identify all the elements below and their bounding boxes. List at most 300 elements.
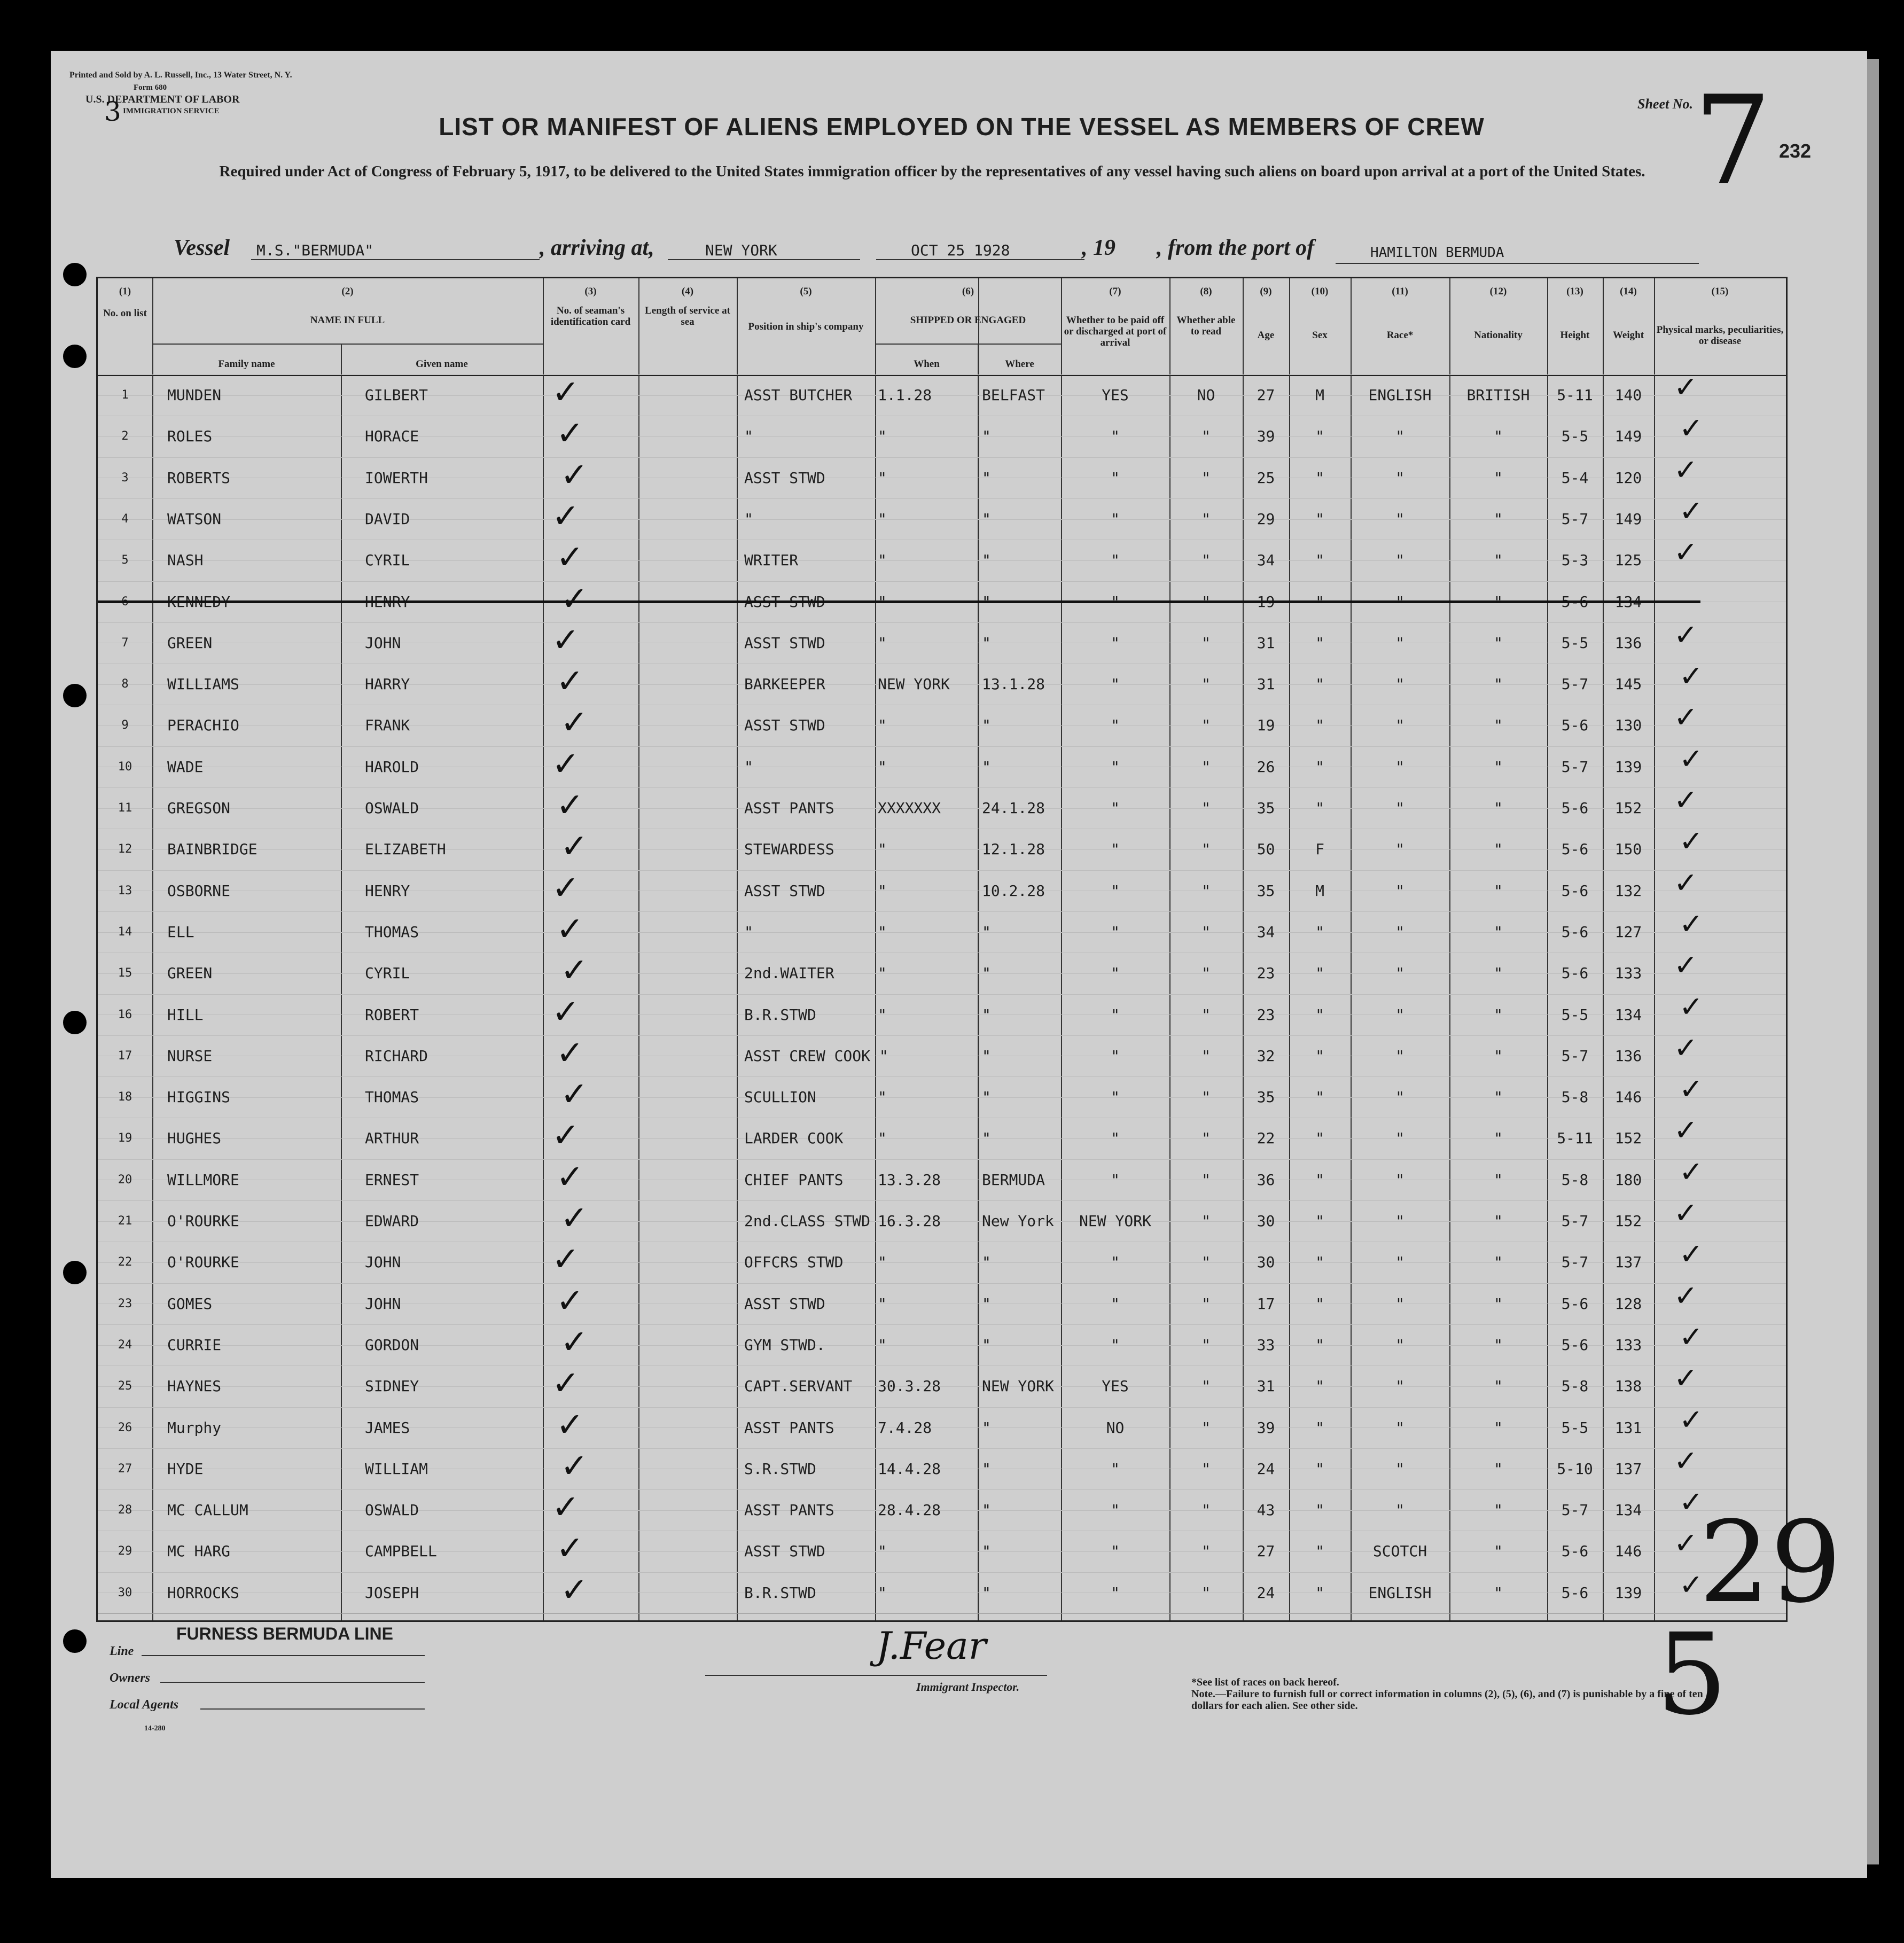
ledger-line — [98, 622, 1786, 623]
owners-underline — [160, 1682, 425, 1683]
cell-weight: 134 — [1614, 1005, 1642, 1024]
cell-paid: " — [1111, 1501, 1120, 1519]
ledger-line — [98, 1324, 1786, 1325]
col-physical-header: Physical marks, peculiarities, or disease — [1656, 324, 1784, 347]
cell-sex: " — [1315, 1460, 1324, 1478]
cell-weight: 152 — [1614, 1129, 1642, 1148]
cell-position: GYM STWD. — [744, 1336, 825, 1354]
cell-race: " — [1395, 1171, 1404, 1189]
cell-weight: 140 — [1614, 386, 1642, 404]
cell-race: " — [1395, 840, 1404, 859]
cell-height: 5-10 — [1557, 1460, 1593, 1478]
ledger-line — [98, 911, 1786, 912]
id-card-check-mark: ✓ — [556, 1281, 584, 1320]
cell-given: THOMAS — [365, 1088, 419, 1106]
cell-position: ASST CREW COOK " — [744, 1047, 888, 1065]
cell-where: " — [982, 1583, 991, 1602]
cell-given: JOSEPH — [365, 1583, 419, 1602]
cell-family: O'ROURKE — [167, 1212, 239, 1230]
cell-nat: " — [1494, 510, 1503, 528]
cell-family: HILL — [167, 1005, 204, 1024]
cell-age: 32 — [1257, 1047, 1275, 1065]
cell-family: O'ROURKE — [167, 1253, 239, 1271]
cell-when: 1.1.28 — [878, 386, 932, 404]
cell-read: " — [1201, 840, 1211, 859]
ledger-line — [98, 581, 1786, 582]
col-shipped-number: (6) — [962, 286, 974, 297]
cell-race: " — [1395, 716, 1404, 735]
cell-race: SCOTCH — [1372, 1542, 1427, 1560]
cell-nat: " — [1494, 1129, 1503, 1148]
cell-age: 24 — [1257, 1583, 1275, 1602]
cell-age: 50 — [1257, 840, 1275, 859]
cell-family: NASH — [167, 551, 204, 569]
cell-sex: " — [1315, 551, 1324, 569]
arriving-label: , arriving at, — [540, 236, 654, 260]
cell-age: 17 — [1257, 1294, 1275, 1313]
cell-race: ENGLISH — [1368, 1583, 1432, 1602]
cell-age: 19 — [1257, 592, 1275, 611]
ledger-line — [98, 498, 1786, 499]
physical-check-mark: ✓ — [1674, 783, 1698, 817]
cell-height: 5-11 — [1557, 386, 1593, 404]
cell-no: 2 — [121, 430, 129, 443]
cell-nat: " — [1494, 1377, 1503, 1395]
cell-where: " — [982, 1542, 991, 1560]
ledger-line — [98, 1572, 1786, 1573]
cell-given: JAMES — [365, 1418, 410, 1437]
cell-where: " — [982, 758, 991, 776]
id-card-check-mark: ✓ — [552, 1115, 580, 1155]
cell-where: 13.1.28 — [982, 675, 1045, 693]
cell-age: 31 — [1257, 634, 1275, 652]
cell-position: " — [744, 510, 753, 528]
cell-when: " — [878, 510, 887, 528]
cell-position: OFFCRS STWD — [744, 1253, 844, 1271]
id-card-check-mark: ✓ — [552, 1487, 580, 1527]
cell-nat: " — [1494, 592, 1503, 611]
cell-family: Murphy — [167, 1418, 222, 1437]
cell-no: 19 — [118, 1132, 132, 1145]
cell-age: 39 — [1257, 427, 1275, 446]
cell-age: 35 — [1257, 799, 1275, 817]
physical-check-mark: ✓ — [1679, 907, 1704, 941]
cell-age: 23 — [1257, 964, 1275, 982]
cell-when: " — [878, 592, 887, 611]
cell-weight: 139 — [1614, 758, 1642, 776]
cell-when: NEW YORK — [878, 675, 950, 693]
cell-no: 24 — [118, 1338, 132, 1352]
corner-handwritten-mark: 3 — [104, 96, 121, 127]
cell-height: 5-8 — [1561, 1377, 1589, 1395]
cell-no: 18 — [118, 1090, 132, 1104]
cell-age: 22 — [1257, 1129, 1275, 1148]
cell-family: NURSE — [167, 1047, 213, 1065]
from-underline — [1336, 263, 1699, 264]
id-card-check-mark: ✓ — [552, 744, 580, 783]
physical-check-mark: ✓ — [1679, 1485, 1704, 1519]
cell-paid: " — [1111, 923, 1120, 941]
physical-check-mark: ✓ — [1674, 865, 1698, 900]
cell-where: " — [982, 1088, 991, 1106]
cell-no: 20 — [118, 1173, 132, 1187]
arrival-date: OCT 25 1928 — [911, 241, 1010, 259]
cell-position: ASST STWD — [744, 1542, 825, 1560]
cell-when: " — [878, 1088, 887, 1106]
col-no-header: No. on list — [103, 308, 147, 319]
cell-family: WADE — [167, 758, 204, 776]
ledger-line — [98, 1407, 1786, 1408]
cell-family: WATSON — [167, 510, 222, 528]
physical-check-mark: ✓ — [1679, 411, 1704, 446]
cell-nat: " — [1494, 1583, 1503, 1602]
cell-nat: " — [1494, 1212, 1503, 1230]
crew-table — [96, 277, 1788, 1622]
cell-weight: 152 — [1614, 1212, 1642, 1230]
cell-height: 5-7 — [1561, 1501, 1589, 1519]
form-code: 14-280 — [144, 1724, 166, 1733]
cell-sex: " — [1315, 1294, 1324, 1313]
cell-where: NEW YORK — [982, 1377, 1054, 1395]
id-card-check-mark: ✓ — [552, 1239, 580, 1279]
id-card-check-mark: ✓ — [560, 950, 588, 990]
cell-nat: " — [1494, 675, 1503, 693]
name-subheader-line — [152, 344, 543, 345]
cell-age: 31 — [1257, 675, 1275, 693]
cell-given: GILBERT — [365, 386, 428, 404]
cell-given: DAVID — [365, 510, 410, 528]
col-height-number: (13) — [1566, 286, 1583, 297]
cell-no: 21 — [118, 1214, 132, 1228]
id-card-check-mark: ✓ — [556, 785, 584, 824]
cell-read: " — [1201, 1129, 1211, 1148]
cell-weight: 146 — [1614, 1088, 1642, 1106]
cell-no: 13 — [118, 884, 132, 898]
cell-where: " — [982, 1253, 991, 1271]
physical-check-mark: ✓ — [1679, 824, 1704, 859]
ledger-line — [98, 870, 1786, 871]
col-age-header: Age — [1257, 330, 1275, 341]
cell-sex: " — [1315, 1501, 1324, 1519]
cell-when: " — [878, 964, 887, 982]
cell-height: 5-7 — [1561, 1212, 1589, 1230]
vessel-label: Vessel — [174, 236, 230, 260]
cell-read: " — [1201, 881, 1211, 900]
col-service-header: Length of service at sea — [645, 305, 730, 327]
cell-paid: YES — [1102, 1377, 1129, 1395]
where-subheader: Where — [1005, 358, 1034, 370]
punch-hole — [63, 1011, 87, 1034]
cell-when: 7.4.28 — [878, 1418, 932, 1437]
cell-family: ROLES — [167, 427, 213, 446]
cell-position: 2nd.WAITER — [744, 964, 834, 982]
cell-weight: 152 — [1614, 799, 1642, 817]
cell-no: 14 — [118, 925, 132, 939]
cell-read: NO — [1197, 386, 1215, 404]
cell-no: 6 — [121, 595, 129, 608]
cell-height: 5-6 — [1561, 923, 1589, 941]
cell-paid: NEW YORK — [1079, 1212, 1151, 1230]
cell-given: OSWALD — [365, 1501, 419, 1519]
cell-position: ASST STWD — [744, 881, 825, 900]
cell-height: 5-8 — [1561, 1088, 1589, 1106]
cell-read: " — [1201, 1542, 1211, 1560]
cell-no: 15 — [118, 966, 132, 980]
id-card-check-mark: ✓ — [560, 579, 588, 618]
cell-race: " — [1395, 1253, 1404, 1271]
cell-given: HARRY — [365, 675, 410, 693]
cell-no: 1 — [121, 388, 129, 402]
cell-given: OSWALD — [365, 799, 419, 817]
cell-where: " — [982, 716, 991, 735]
id-card-check-mark: ✓ — [556, 537, 584, 577]
cell-position: 2nd.CLASS STWD — [744, 1212, 871, 1230]
physical-check-mark: ✓ — [1674, 700, 1698, 735]
cell-read: " — [1201, 1253, 1211, 1271]
cell-read: " — [1201, 1583, 1211, 1602]
cell-paid: " — [1111, 1129, 1120, 1148]
cell-weight: 150 — [1614, 840, 1642, 859]
cell-where: " — [982, 510, 991, 528]
physical-check-mark: ✓ — [1679, 659, 1704, 693]
inspector-underline — [705, 1675, 1047, 1676]
cell-height: 5-5 — [1561, 1005, 1589, 1024]
id-card-check-mark: ✓ — [556, 1404, 584, 1444]
cell-height: 5-4 — [1561, 469, 1589, 487]
port-underline — [668, 259, 860, 260]
cell-family: OSBORNE — [167, 881, 231, 900]
agents-underline — [200, 1708, 425, 1710]
cell-sex: " — [1315, 1253, 1324, 1271]
col-nationality-header: Nationality — [1474, 330, 1523, 341]
cell-when: " — [878, 1253, 887, 1271]
cell-given: EDWARD — [365, 1212, 419, 1230]
cell-race: " — [1395, 923, 1404, 941]
cell-height: 5-6 — [1561, 1336, 1589, 1354]
cell-race: " — [1395, 592, 1404, 611]
id-card-check-mark: ✓ — [556, 413, 584, 453]
col-no-number: (1) — [119, 286, 131, 297]
cell-race: " — [1395, 551, 1404, 569]
cell-weight: 137 — [1614, 1253, 1642, 1271]
cell-nat: " — [1494, 758, 1503, 776]
cell-race: " — [1395, 1129, 1404, 1148]
cell-family: KENNEDY — [167, 592, 231, 611]
cell-when: 16.3.28 — [878, 1212, 941, 1230]
ledger-line — [98, 1076, 1786, 1077]
cell-height: 5-6 — [1561, 964, 1589, 982]
cell-paid: " — [1111, 427, 1120, 446]
cell-no: 26 — [118, 1421, 132, 1434]
col-age-number: (9) — [1260, 286, 1272, 297]
cell-when: " — [878, 1542, 887, 1560]
cell-weight: 146 — [1614, 1542, 1642, 1560]
cell-sex: " — [1315, 1583, 1324, 1602]
cell-sex: " — [1315, 923, 1324, 941]
cell-paid: " — [1111, 551, 1120, 569]
cell-read: " — [1201, 1171, 1211, 1189]
cell-paid: " — [1111, 716, 1120, 735]
cell-where: " — [982, 1294, 991, 1313]
cell-age: 35 — [1257, 1088, 1275, 1106]
cell-weight: 131 — [1614, 1418, 1642, 1437]
cell-no: 27 — [118, 1462, 132, 1476]
punch-hole — [63, 684, 87, 707]
family-given-divider — [341, 344, 342, 1620]
races-note: *See list of races on back hereof. — [1191, 1676, 1339, 1688]
cell-weight: 134 — [1614, 592, 1642, 611]
col-position-header: Position in ship's company — [748, 321, 864, 332]
cell-family: ROBERTS — [167, 469, 231, 487]
cell-race: " — [1395, 1418, 1404, 1437]
cell-no: 10 — [118, 760, 132, 774]
document-title: LIST OR MANIFEST OF ALIENS EMPLOYED ON THE VESSEL AS MEMBERS OF CREW — [439, 113, 1485, 141]
cell-race: " — [1395, 799, 1404, 817]
cell-nat: " — [1494, 1418, 1503, 1437]
vessel-underline — [251, 259, 540, 260]
cell-where: " — [982, 592, 991, 611]
cell-where: BERMUDA — [982, 1171, 1045, 1189]
cell-read: " — [1201, 758, 1211, 776]
cell-position: SCULLION — [744, 1088, 816, 1106]
physical-check-mark: ✓ — [1674, 618, 1698, 652]
id-card-check-mark: ✓ — [552, 620, 580, 659]
cell-where: New York — [982, 1212, 1054, 1230]
cell-nat: BRITISH — [1466, 386, 1530, 404]
family-name-subheader: Family name — [218, 358, 275, 370]
cell-given: WILLIAM — [365, 1460, 428, 1478]
cell-position: ASST STWD — [744, 634, 825, 652]
cell-race: " — [1395, 964, 1404, 982]
cell-read: " — [1201, 716, 1211, 735]
cell-age: 30 — [1257, 1212, 1275, 1230]
cell-weight: 145 — [1614, 675, 1642, 693]
cell-paid: " — [1111, 675, 1120, 693]
id-card-check-mark: ✓ — [556, 909, 584, 948]
col-name-number: (2) — [341, 286, 354, 297]
ledger-line — [98, 1489, 1786, 1490]
cell-height: 5-6 — [1561, 1294, 1589, 1313]
page-edge — [1867, 59, 1879, 1864]
cell-sex: " — [1315, 1005, 1324, 1024]
cell-weight: 136 — [1614, 634, 1642, 652]
cell-age: 36 — [1257, 1171, 1275, 1189]
inspector-label: Immigrant Inspector. — [916, 1680, 1020, 1694]
col-nationality-number: (12) — [1489, 286, 1507, 297]
cell-no: 23 — [118, 1297, 132, 1310]
cell-nat: " — [1494, 1294, 1503, 1313]
cell-position: ASST PANTS — [744, 799, 834, 817]
cell-when: 30.3.28 — [878, 1377, 941, 1395]
cell-paid: NO — [1106, 1418, 1125, 1437]
cell-position: ASST PANTS — [744, 1501, 834, 1519]
cell-paid: " — [1111, 758, 1120, 776]
cell-read: " — [1201, 592, 1211, 611]
cell-where: " — [982, 1336, 991, 1354]
cell-where: " — [982, 469, 991, 487]
cell-where: " — [982, 551, 991, 569]
cell-where: " — [982, 1129, 991, 1148]
cell-family: GOMES — [167, 1294, 213, 1313]
cell-given: CYRIL — [365, 964, 410, 982]
cell-when: " — [878, 758, 887, 776]
ledger-line — [98, 1283, 1786, 1284]
id-card-check-mark: ✓ — [556, 1033, 584, 1072]
cell-when: XXXXXXX — [878, 799, 941, 817]
cell-height: 5-3 — [1561, 551, 1589, 569]
cell-age: 33 — [1257, 1336, 1275, 1354]
cell-race: " — [1395, 1088, 1404, 1106]
cell-no: 9 — [121, 719, 129, 732]
physical-check-mark: ✓ — [1679, 494, 1704, 528]
date-underline — [876, 259, 1084, 260]
cell-race: " — [1395, 758, 1404, 776]
cell-no: 28 — [118, 1503, 132, 1517]
ledger-line — [98, 374, 1786, 375]
cell-weight: 138 — [1614, 1377, 1642, 1395]
cell-race: ENGLISH — [1368, 386, 1432, 404]
cell-sex: " — [1315, 675, 1324, 693]
id-card-check-mark: ✓ — [552, 1363, 580, 1403]
form-number: Form 680 — [134, 83, 167, 92]
departure-port: HAMILTON BERMUDA — [1370, 245, 1504, 261]
cell-height: 5-5 — [1561, 427, 1589, 446]
cell-age: 27 — [1257, 1542, 1275, 1560]
cell-nat: " — [1494, 1336, 1503, 1354]
cell-where: " — [982, 1460, 991, 1478]
cell-where: " — [982, 1501, 991, 1519]
cell-sex: " — [1315, 510, 1324, 528]
shipped-subheader-line — [875, 344, 1061, 345]
cell-family: MC HARG — [167, 1542, 231, 1560]
cell-no: 12 — [118, 842, 132, 856]
col-id-card-number: (3) — [584, 286, 597, 297]
ledger-line — [98, 1035, 1786, 1036]
cell-paid: " — [1111, 592, 1120, 611]
cell-given: IOWERTH — [365, 469, 428, 487]
cell-given: JOHN — [365, 634, 401, 652]
cell-weight: 133 — [1614, 964, 1642, 982]
cell-family: PERACHIO — [167, 716, 239, 735]
cell-paid: " — [1111, 510, 1120, 528]
ledger-line — [98, 1200, 1786, 1201]
cell-read: " — [1201, 1294, 1211, 1313]
cell-weight: 149 — [1614, 427, 1642, 446]
cell-no: 11 — [118, 801, 132, 815]
sheet-number-handwritten: 7 — [1694, 70, 1772, 213]
cell-where: " — [982, 1418, 991, 1437]
physical-check-mark: ✓ — [1674, 1361, 1698, 1395]
cell-weight: 132 — [1614, 881, 1642, 900]
cell-age: 19 — [1257, 716, 1275, 735]
cell-paid: " — [1111, 1460, 1120, 1478]
cell-paid: " — [1111, 881, 1120, 900]
physical-check-mark: ✓ — [1674, 535, 1698, 569]
cell-given: HAROLD — [365, 758, 419, 776]
cell-position: " — [744, 427, 753, 446]
cell-where: " — [982, 427, 991, 446]
id-card-check-mark: ✓ — [552, 496, 580, 535]
ledger-line — [98, 1365, 1786, 1366]
cell-age: 31 — [1257, 1377, 1275, 1395]
cell-sex: " — [1315, 1377, 1324, 1395]
cell-weight: 139 — [1614, 1583, 1642, 1602]
cell-where: 24.1.28 — [982, 799, 1045, 817]
id-card-check-mark: ✓ — [560, 455, 588, 494]
cell-paid: " — [1111, 1253, 1120, 1271]
cell-sex: " — [1315, 758, 1324, 776]
cell-height: 5-8 — [1561, 1171, 1589, 1189]
